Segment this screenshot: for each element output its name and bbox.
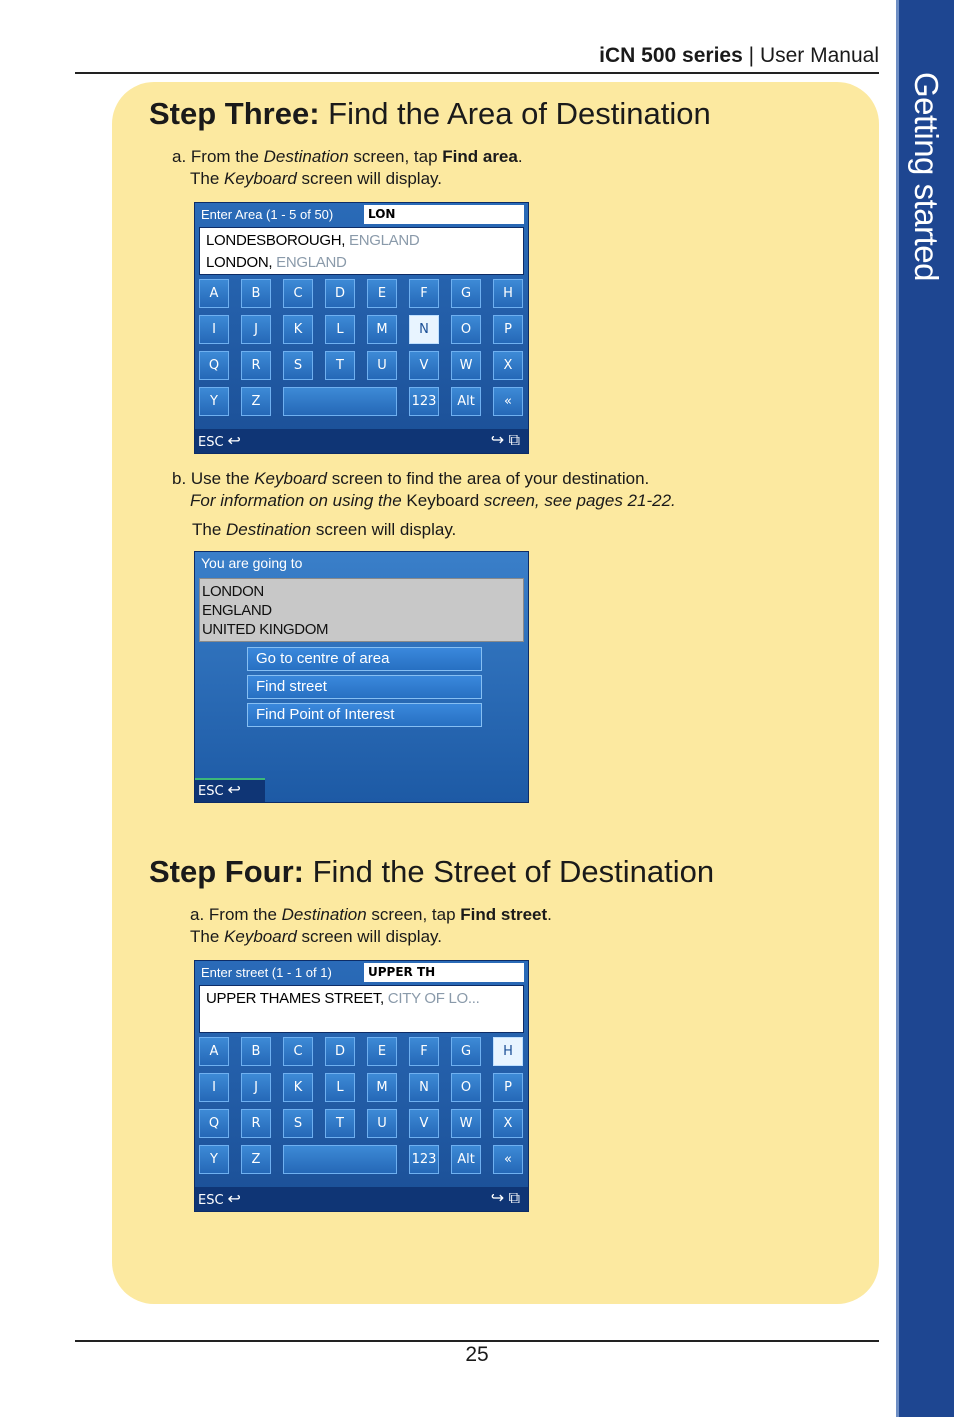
find-street-button[interactable]: Find street xyxy=(247,675,482,699)
back-arrow-icon: ↩ xyxy=(227,780,241,799)
product-name: iCN 500 series xyxy=(599,44,743,67)
key-c[interactable]: C xyxy=(283,1037,313,1066)
result-item[interactable]: UPPER THAMES STREET, CITY OF LO... xyxy=(206,990,480,1007)
key-backspace[interactable]: « xyxy=(493,1145,523,1174)
key-l[interactable]: L xyxy=(325,1073,355,1102)
key-k[interactable]: K xyxy=(283,1073,313,1102)
step-four-title xyxy=(149,854,714,890)
esc-button[interactable]: ESC ↩ xyxy=(198,431,241,450)
back-arrow-icon: ↩ xyxy=(227,1189,241,1208)
key-space[interactable] xyxy=(283,387,397,416)
key-d[interactable]: D xyxy=(325,1037,355,1066)
key-b[interactable]: B xyxy=(241,1037,271,1066)
step-three-label: Step Three: xyxy=(149,96,320,131)
destination-screen xyxy=(194,551,529,803)
back-arrow-icon: ↩ xyxy=(227,431,241,450)
key-r[interactable]: R xyxy=(241,351,271,380)
key-s[interactable]: S xyxy=(283,1109,313,1138)
step-three-heading: Find the Area of Destination xyxy=(319,96,711,131)
key-c[interactable]: C xyxy=(283,279,313,308)
key-o[interactable]: O xyxy=(451,315,481,344)
step-three-a-line2: The Keyboard screen will display. xyxy=(190,169,442,188)
step-three-b-line1: b. Use the Keyboard screen to find the area of your destination. xyxy=(172,469,650,488)
key-v[interactable]: V xyxy=(409,1109,439,1138)
step-three-b-line3: The Destination screen will display. xyxy=(192,520,457,539)
key-m[interactable]: M xyxy=(367,315,397,344)
header-separator: | xyxy=(748,44,755,67)
step-three-a-line1: a. From the Destination screen, tap Find area. xyxy=(172,147,523,166)
key-y[interactable]: Y xyxy=(199,1145,229,1174)
destination-line: ENGLAND xyxy=(202,602,272,619)
key-n[interactable]: N xyxy=(409,315,439,344)
key-x[interactable]: X xyxy=(493,1109,523,1138)
destination-line: UNITED KINGDOM xyxy=(202,621,329,638)
key-a[interactable]: A xyxy=(199,1037,229,1066)
destination-line: LONDON xyxy=(202,583,264,600)
key-t[interactable]: T xyxy=(325,1109,355,1138)
key-v[interactable]: V xyxy=(409,351,439,380)
keyboard-screen-area xyxy=(194,202,529,454)
key-p[interactable]: P xyxy=(493,315,523,344)
find-poi-button[interactable]: Find Point of Interest xyxy=(247,703,482,727)
key-123[interactable]: 123 xyxy=(409,1145,439,1174)
key-alt[interactable]: Alt xyxy=(451,1145,481,1174)
key-f[interactable]: F xyxy=(409,1037,439,1066)
key-z[interactable]: Z xyxy=(241,387,271,416)
step-four-a-line2: The Keyboard screen will display. xyxy=(190,927,442,946)
keyboard-results xyxy=(199,985,524,1033)
key-e[interactable]: E xyxy=(367,279,397,308)
step-three-title xyxy=(149,96,711,132)
esc-button[interactable]: ESC ↩ xyxy=(198,780,241,799)
key-u[interactable]: U xyxy=(367,1109,397,1138)
page-number: 25 xyxy=(465,1343,489,1366)
key-f[interactable]: F xyxy=(409,279,439,308)
step-four-a-line1: a. From the Destination screen, tap Find street. xyxy=(190,905,552,924)
key-w[interactable]: W xyxy=(451,351,481,380)
step-four-label: Step Four: xyxy=(149,854,304,889)
key-n[interactable]: N xyxy=(409,1073,439,1102)
key-s[interactable]: S xyxy=(283,351,313,380)
keyboard-prompt: Enter Area (1 - 5 of 50) xyxy=(201,207,334,222)
key-backspace[interactable]: « xyxy=(493,387,523,416)
go-to-centre-button[interactable]: Go to centre of area xyxy=(247,647,482,671)
page-header xyxy=(599,44,879,68)
key-p[interactable]: P xyxy=(493,1073,523,1102)
key-z[interactable]: Z xyxy=(241,1145,271,1174)
doc-name: User Manual xyxy=(759,44,879,67)
key-m[interactable]: M xyxy=(367,1073,397,1102)
key-t[interactable]: T xyxy=(325,351,355,380)
bottom-rule xyxy=(75,1340,879,1342)
top-rule xyxy=(75,72,879,74)
forward-copy-icon[interactable]: ↪ ⧉ xyxy=(490,1190,520,1207)
key-i[interactable]: I xyxy=(199,1073,229,1102)
key-e[interactable]: E xyxy=(367,1037,397,1066)
key-g[interactable]: G xyxy=(451,279,481,308)
key-alt[interactable]: Alt xyxy=(451,387,481,416)
esc-button[interactable]: ESC ↩ xyxy=(198,1189,241,1208)
key-r[interactable]: R xyxy=(241,1109,271,1138)
destination-heading: You are going to xyxy=(201,555,303,571)
forward-copy-icon[interactable]: ↪ ⧉ xyxy=(490,432,520,449)
key-h[interactable]: H xyxy=(493,279,523,308)
step-four-heading: Find the Street of Destination xyxy=(304,854,715,889)
result-item[interactable]: LONDESBOROUGH, ENGLAND xyxy=(206,232,420,249)
destination-summary xyxy=(199,578,524,642)
key-h[interactable]: H xyxy=(493,1037,523,1066)
key-x[interactable]: X xyxy=(493,351,523,380)
key-i[interactable]: I xyxy=(199,315,229,344)
key-g[interactable]: G xyxy=(451,1037,481,1066)
key-y[interactable]: Y xyxy=(199,387,229,416)
key-j[interactable]: J xyxy=(241,1073,271,1102)
keyboard-input[interactable]: LON xyxy=(364,205,524,224)
key-k[interactable]: K xyxy=(283,315,313,344)
keyboard-results xyxy=(199,227,524,275)
key-q[interactable]: Q xyxy=(199,351,229,380)
key-o[interactable]: O xyxy=(451,1073,481,1102)
result-item[interactable]: LONDON, ENGLAND xyxy=(206,254,347,271)
key-123[interactable]: 123 xyxy=(409,387,439,416)
side-tab-label: Getting started xyxy=(908,72,945,281)
step-three-b-line2: For information on using the Keyboard screen, see pages 21-22. xyxy=(190,491,676,510)
keyboard-prompt: Enter street (1 - 1 of 1) xyxy=(201,965,332,980)
key-space[interactable] xyxy=(283,1145,397,1174)
key-l[interactable]: L xyxy=(325,315,355,344)
key-w[interactable]: W xyxy=(451,1109,481,1138)
key-u[interactable]: U xyxy=(367,351,397,380)
key-j[interactable]: J xyxy=(241,315,271,344)
key-q[interactable]: Q xyxy=(199,1109,229,1138)
key-d[interactable]: D xyxy=(325,279,355,308)
keyboard-screen-street xyxy=(194,960,529,1212)
key-a[interactable]: A xyxy=(199,279,229,308)
keyboard-bottom-bar xyxy=(195,1187,529,1211)
keyboard-bottom-bar xyxy=(195,429,529,453)
key-b[interactable]: B xyxy=(241,279,271,308)
keyboard-input[interactable]: UPPER TH xyxy=(364,963,524,982)
